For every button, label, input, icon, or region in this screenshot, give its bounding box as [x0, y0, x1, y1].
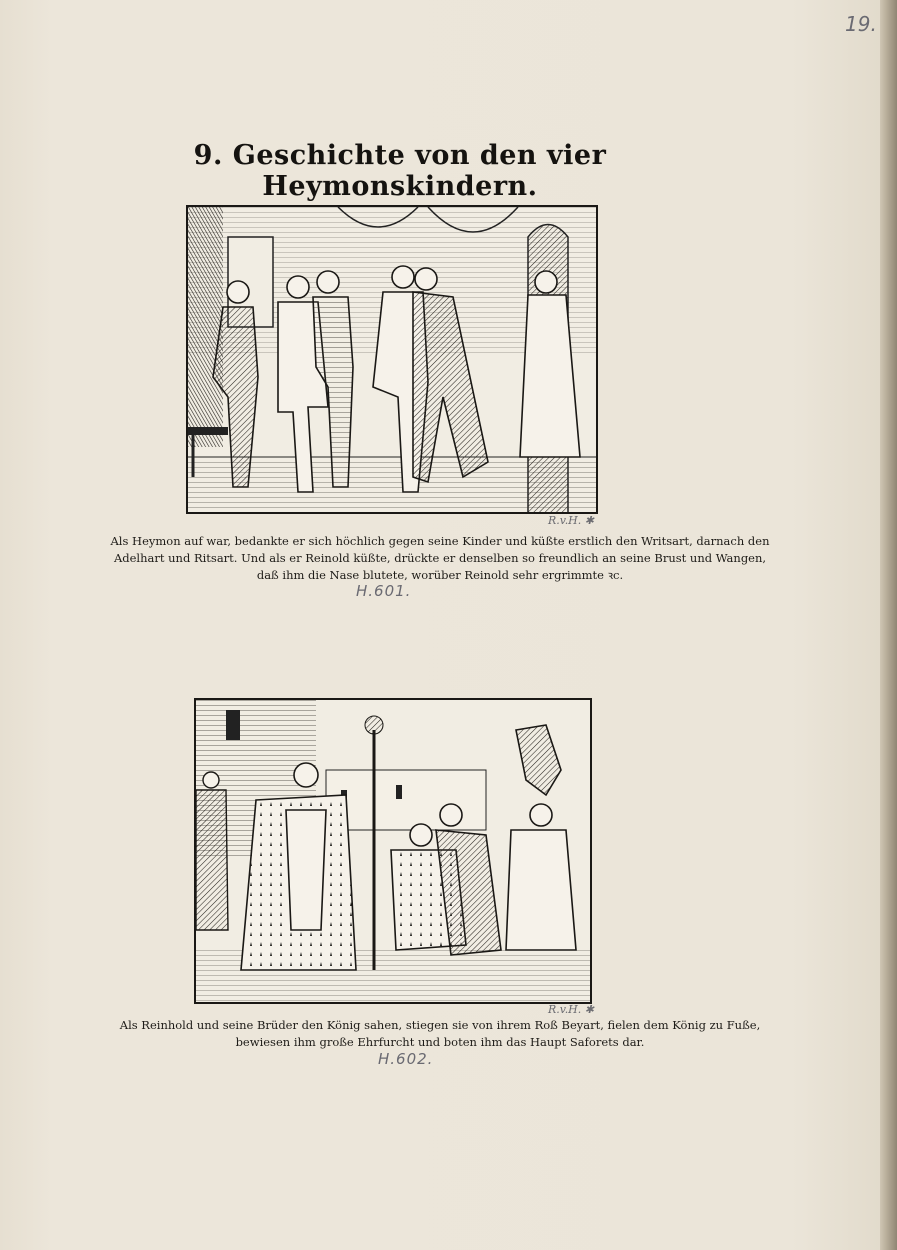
woodcut-illustration-2: [194, 698, 592, 1004]
inventory-number-1: H.601.: [356, 582, 412, 600]
artist-signature-2: R.v.H. ✱: [548, 1003, 594, 1016]
caption-1-line-3: daß ihm die Nase blutete, worüber Reinold sehr ergrimmte ꝛc.: [256, 568, 624, 582]
inventory-number-2: H.602.: [378, 1050, 434, 1068]
caption-1-line-2: Adelhart und Ritsart. Und als er Reinold küßte, drückte er denselben so freundlich an seine Brust und Wangen,: [113, 551, 767, 565]
family-embrace-scene: [188, 207, 596, 512]
caption-2-line-2: bewiesen ihm große Ehrfurcht und boten ihm das Haupt Saforets dar.: [235, 1035, 645, 1049]
book-spine-edge: [880, 0, 897, 1250]
page-title: 9. Geschichte von den vier Heymonskindern.: [193, 140, 607, 202]
caption-2-line-1: Als Reinhold und seine Brüder den König sahen, stiegen sie von ihrem Roß Beyart, fielen dem König zu Fuße,: [119, 1018, 761, 1032]
artist-signature-1: R.v.H. ✱: [548, 514, 594, 527]
caption-2: [60, 1017, 820, 1051]
page-number: 19.: [845, 12, 877, 36]
caption-1: [60, 533, 820, 584]
caption-1-line-1: Als Heymon auf war, bedankte er sich höchlich gegen seine Kinder und küßte erstlich den Writsart, darnach den: [110, 534, 770, 548]
royal-audience-scene: [196, 700, 590, 1002]
woodcut-illustration-1: [186, 205, 598, 514]
